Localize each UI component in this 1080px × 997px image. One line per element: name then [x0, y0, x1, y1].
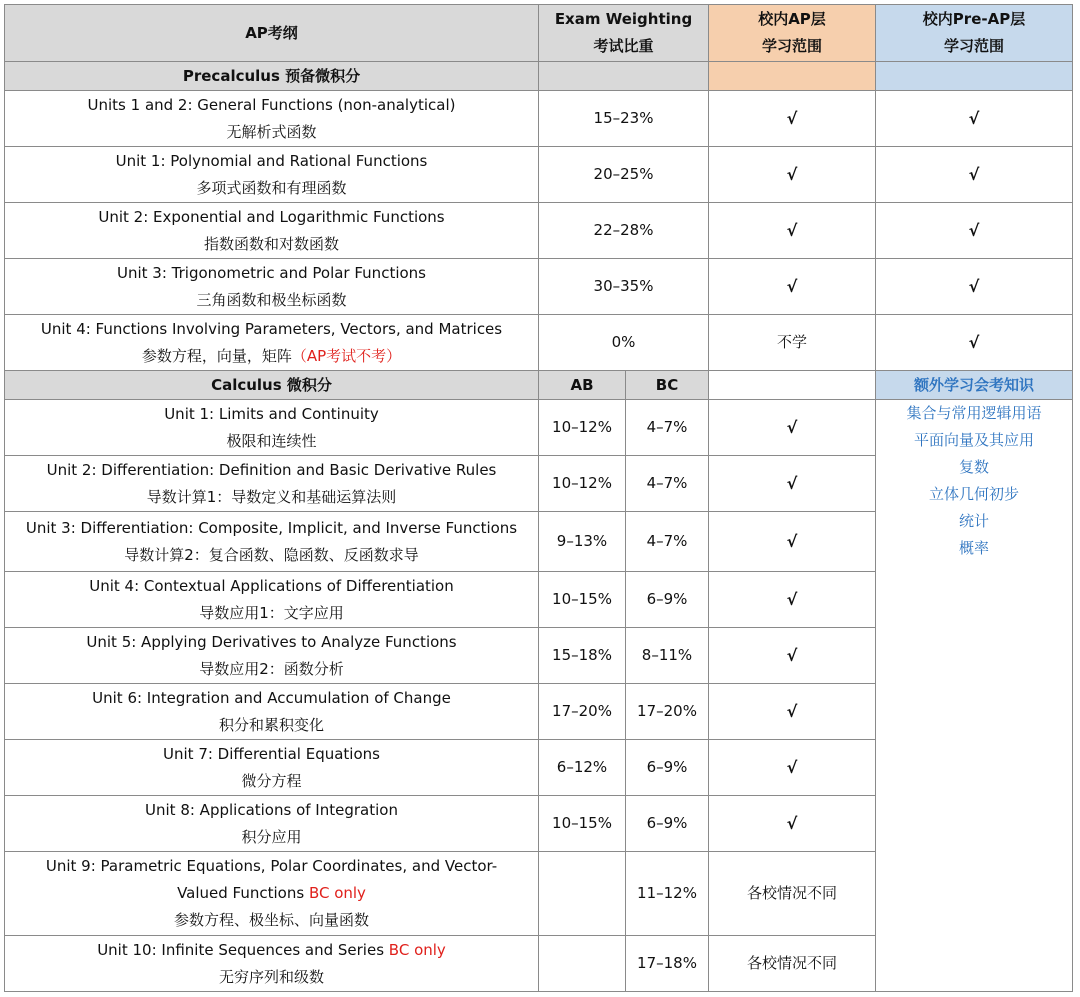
table-row [5, 203, 1073, 259]
header-ap-scope: 校内AP层 学习范围 [709, 5, 876, 62]
unit-name-cell: Unit 10: Infinite Sequences and Series BC only 无穷序列和级数 [5, 936, 539, 992]
preap-check-cell: √ [876, 203, 1073, 259]
calc-section-title: Calculus 微积分 [5, 371, 539, 400]
ab-weight-cell: 15–18% [539, 628, 626, 684]
ap-check-cell: √ [709, 91, 876, 147]
ap-scope-cell: 各校情况不同 [709, 852, 876, 936]
extra-item: 立体几何初步 [928, 485, 1019, 503]
ap-check-cell: √ [709, 147, 876, 203]
ap-syllabus-table [4, 4, 1073, 992]
not-tested-note: （AP考试不考） [291, 346, 402, 365]
extra-item: 统计 [958, 512, 989, 530]
unit-name-cell: Unit 2: Differentiation: Definition and Basic Derivative Rules 导数计算1：导数定义和基础运算法则 [5, 456, 539, 512]
extra-item: 复数 [958, 458, 989, 476]
ap-check-cell: √ [709, 456, 876, 512]
ap-check-cell: √ [709, 572, 876, 628]
bc-weight-cell: 17–20% [626, 684, 709, 740]
ab-header: AB [539, 371, 626, 400]
bc-weight-cell: 6–9% [626, 740, 709, 796]
table-row [5, 259, 1073, 315]
ap-check-cell: √ [709, 628, 876, 684]
precalc-section-preap [876, 62, 1073, 91]
bc-only-note: BC only [308, 884, 366, 902]
calc-section-row [5, 371, 1073, 400]
bc-weight-cell: 6–9% [626, 572, 709, 628]
unit-name-cell: Unit 1: Polynomial and Rational Functions 多项式函数和有理函数 [5, 147, 539, 203]
table-row [5, 91, 1073, 147]
bc-weight-cell: 6–9% [626, 796, 709, 852]
table-row [5, 400, 1073, 456]
extra-item: 集合与常用逻辑用语 [906, 404, 1042, 422]
ap-check-cell: √ [709, 512, 876, 572]
preap-check-cell: √ [876, 91, 1073, 147]
precalc-section-ap [709, 62, 876, 91]
header-row [5, 5, 1073, 62]
weight-cell: 30–35% [539, 259, 709, 315]
preap-check-cell: √ [876, 315, 1073, 371]
precalc-section-row [5, 62, 1073, 91]
bc-header: BC [626, 371, 709, 400]
ap-check-cell: √ [709, 684, 876, 740]
ab-weight-cell [539, 852, 626, 936]
ab-weight-cell: 10–15% [539, 572, 626, 628]
extra-item: 概率 [958, 539, 989, 557]
header-weighting: Exam Weighting 考试比重 [539, 5, 709, 62]
ab-weight-cell: 17–20% [539, 684, 626, 740]
precalc-section-blank [539, 62, 709, 91]
ap-check-cell: 不学 [709, 315, 876, 371]
bc-weight-cell: 17–18% [626, 936, 709, 992]
unit-name-cell: Unit 3: Differentiation: Composite, Implicit, and Inverse Functions 导数计算2：复合函数、隐函数、反函数求导 [5, 512, 539, 572]
precalc-section-title: Precalculus 预备微积分 [5, 62, 539, 91]
weight-cell: 20–25% [539, 147, 709, 203]
ap-check-cell: √ [709, 740, 876, 796]
header-syllabus: AP考纲 [5, 5, 539, 62]
table-row [5, 315, 1073, 371]
unit-name-cell: Unit 8: Applications of Integration 积分应用 [5, 796, 539, 852]
calc-section-ap [709, 371, 876, 400]
ab-weight-cell [539, 936, 626, 992]
weight-cell: 22–28% [539, 203, 709, 259]
bc-weight-cell: 8–11% [626, 628, 709, 684]
unit-name-cell: Unit 1: Limits and Continuity 极限和连续性 [5, 400, 539, 456]
ab-weight-cell: 9–13% [539, 512, 626, 572]
unit-name-cell: Unit 5: Applying Derivatives to Analyze Functions 导数应用2：函数分析 [5, 628, 539, 684]
weight-cell: 15–23% [539, 91, 709, 147]
preap-check-cell: √ [876, 259, 1073, 315]
ab-weight-cell: 10–15% [539, 796, 626, 852]
extra-item: 平面向量及其应用 [913, 431, 1034, 449]
weight-cell: 0% [539, 315, 709, 371]
header-preap-scope: 校内Pre-AP层 学习范围 [876, 5, 1073, 62]
unit-name-cell: Unit 3: Trigonometric and Polar Functions 三角函数和极坐标函数 [5, 259, 539, 315]
unit-name-cell: Unit 4: Functions Involving Parameters, Vectors, and Matrices 参数方程，向量，矩阵（AP考试不考） [5, 315, 539, 371]
bc-weight-cell: 4–7% [626, 512, 709, 572]
unit-name-cell: Unit 2: Exponential and Logarithmic Functions 指数函数和对数函数 [5, 203, 539, 259]
unit-name-cell: Units 1 and 2: General Functions (non-analytical) 无解析式函数 [5, 91, 539, 147]
ab-weight-cell: 10–12% [539, 400, 626, 456]
preap-check-cell: √ [876, 147, 1073, 203]
ap-scope-cell: 各校情况不同 [709, 936, 876, 992]
ap-check-cell: √ [709, 400, 876, 456]
bc-weight-cell: 11–12% [626, 852, 709, 936]
extra-knowledge-list [876, 400, 1073, 992]
bc-weight-cell: 4–7% [626, 456, 709, 512]
bc-weight-cell: 4–7% [626, 400, 709, 456]
bc-only-note: BC only [388, 940, 446, 959]
unit-name-cell: Unit 7: Differential Equations 微分方程 [5, 740, 539, 796]
ap-check-cell: √ [709, 203, 876, 259]
table-row [5, 147, 1073, 203]
unit-name-cell: Unit 6: Integration and Accumulation of Change 积分和累积变化 [5, 684, 539, 740]
ab-weight-cell: 10–12% [539, 456, 626, 512]
ap-check-cell: √ [709, 796, 876, 852]
ap-check-cell: √ [709, 259, 876, 315]
unit-name-cell: Unit 4: Contextual Applications of Differentiation 导数应用1：文字应用 [5, 572, 539, 628]
unit-name-cell: Unit 9: Parametric Equations, Polar Coordinates, and Vector- Valued Functions BC only 参数方程、极坐标、向量函数 [5, 852, 539, 936]
extra-knowledge-title: 额外学习会考知识 [876, 371, 1073, 400]
ab-weight-cell: 6–12% [539, 740, 626, 796]
